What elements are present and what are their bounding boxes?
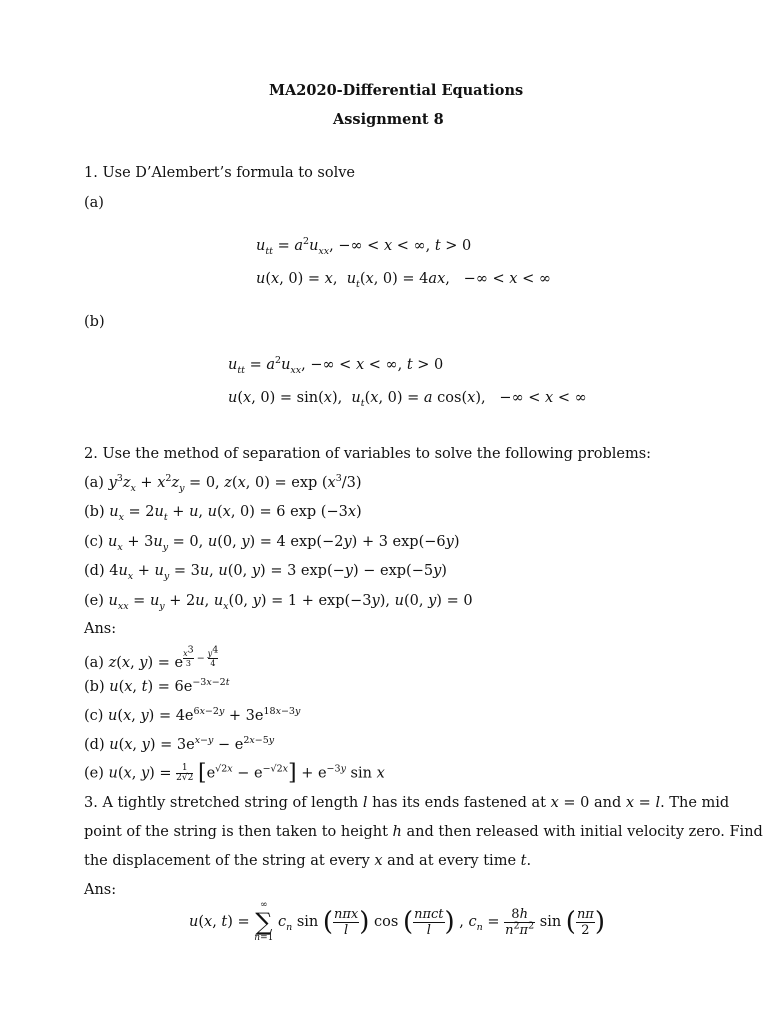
q2a-answer: (a) z(x, y) = e $^{\frac{x^3}{3} - \frac{y^4}{4}}$ xyxy=(84,644,219,671)
q2c-answer: (c) u(x, $y) = 4e^{6x-2y} + 3e^{18x-3y}$ xyxy=(84,706,301,724)
q3-ans-label: Ans: xyxy=(84,882,117,898)
q1-prompt: 1. Use D’Alembert’s formula to solve xyxy=(84,165,356,181)
q1a-equation-1: $u_{tt} = a^2u_{xx}$, −∞ < x < ∞, t > 0 xyxy=(256,236,472,257)
q2e-problem: (e) $u_{xx} = u_y + 2u$, $u_x(0$, y) = 1 + exp(−3y), u(0, y) = 0 xyxy=(84,593,473,612)
q2-prompt: 2. Use the method of separation of variables to solve the following problems: xyxy=(84,446,652,462)
q1b-label: (b) xyxy=(84,314,105,330)
q2b-answer: (b) u(x, $t) = 6e^{-3x-2t}$ xyxy=(84,677,230,695)
q2b-problem: (b) $u_x = 2u_t + u$, u(x, 0) = 6 exp (−3x) xyxy=(84,504,362,523)
assignment-title: Assignment 8 xyxy=(333,111,444,128)
q1a-equation-2: u(x, 0) = x, $u_t(x$, 0) = 4ax, −∞ < x < ∞ xyxy=(256,271,551,290)
q2d-answer: (d) u(x, $y) = 3e^{x-y} - e^{2x-5y}$ xyxy=(84,735,275,753)
course-title: MA2020-Differential Equations xyxy=(269,82,524,99)
q1b-equation-2: u(x, 0) = sin(x), $u_t(x$, 0) = a cos(x), −∞ < x < ∞ xyxy=(228,390,587,409)
q2a-problem: (a) $y^3z_x + x^2z_y = 0$, z(x, $0) = \exp (x^3/3)$ xyxy=(84,473,362,494)
q1b-equation-1: $u_{tt} = a^2u_{xx}$, −∞ < x < ∞, t > 0 xyxy=(228,355,444,376)
q3-text-line-1: 3. A tightly stretched string of length l has its ends fastened at x = 0 and x = l. The mid xyxy=(84,795,730,811)
q2d-problem: (d) $4u_x + u_y = 3u$, u(0, y) = 3 exp(−y) − exp(−5y) xyxy=(84,563,447,582)
q3-answer-formula: u(x, t) = ∞ ∑ n=1 $c_n$ sin ( $\frac{\text{nπx}}{l}$ ) cos ( $\frac{\text{nπct}}{l}$ ) , $c_n$ = $\frac{8h}{n^2\pi^2}$ sin ( $\frac{n\pi}{2}$ ) xyxy=(189,900,606,943)
q1a-label: (a) xyxy=(84,195,104,211)
q3-text-line-2: point of the string is then taken to height h and then released with initial velocity zero. Find xyxy=(84,824,763,840)
q2-ans-label: Ans: xyxy=(84,621,117,637)
q2e-answer: (e) u(x, y) = $\frac{1}{2√2}$ $[e^{√2x} - e^{-√2x}] + e^{-3y}$ sin x xyxy=(84,760,385,786)
q2c-problem: (c) $u_x + 3u_y = 0$, u(0, y) = 4 exp(−2y) + 3 exp(−6y) xyxy=(84,534,460,553)
q3-text-line-3: the displacement of the string at every x and at every time t. xyxy=(84,853,532,869)
